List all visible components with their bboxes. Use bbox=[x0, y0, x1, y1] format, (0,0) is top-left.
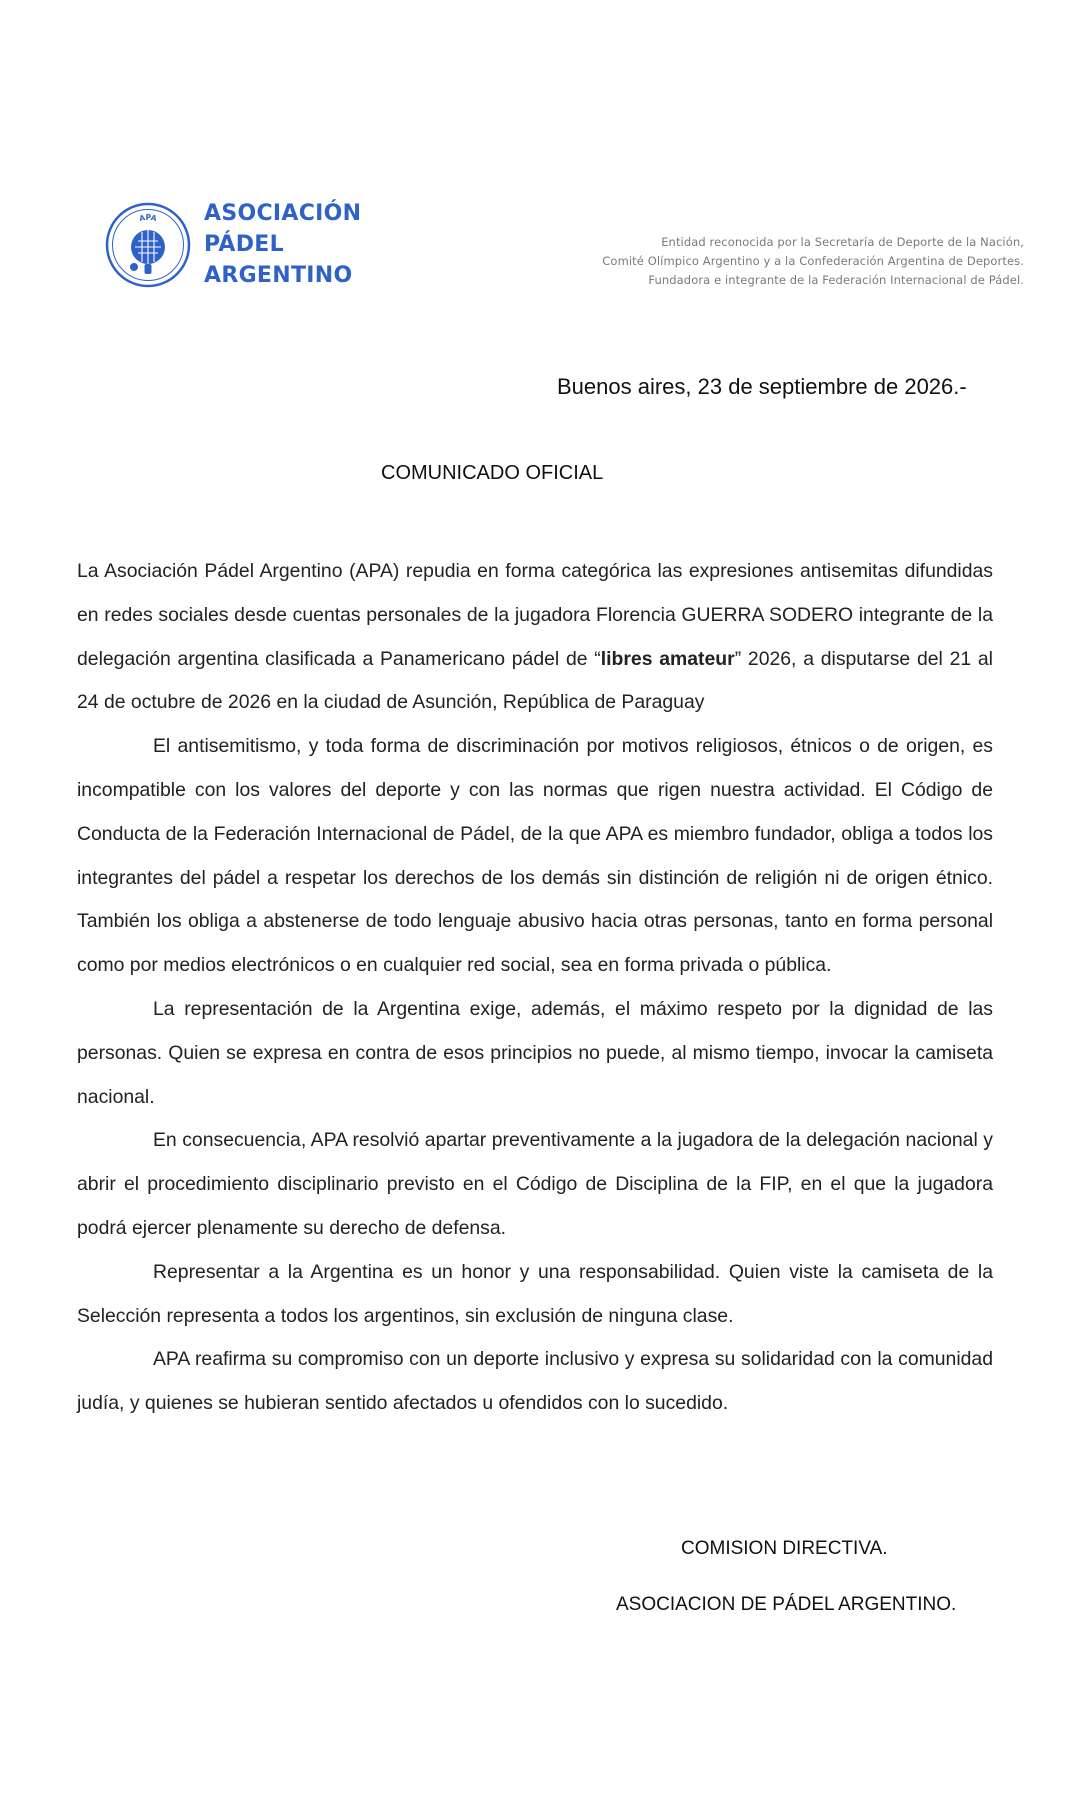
paragraph-1-text-b: ” 2026, a disputarse del 21 al 24 de octubre de 2026 en la ciudad de Asunción, República de Paraguay bbox=[77, 647, 993, 714]
paragraph-3: La representación de la Argentina exige, además, el máximo respeto por la dignidad de las personas. Quien se expresa en contra de esos principios no puede, al mismo tiempo, invocar la camiseta nacional. bbox=[77, 997, 993, 1108]
logo-line-padel: PÁDEL bbox=[204, 232, 284, 257]
communique-body bbox=[77, 550, 993, 1426]
signature-association: ASOCIACION DE PÁDEL ARGENTINO. bbox=[616, 1594, 957, 1615]
document-title: COMUNICADO OFICIAL bbox=[381, 462, 604, 484]
date-line: Buenos aires, 23 de septiembre de 2026.- bbox=[557, 374, 967, 399]
signature-board: COMISION DIRECTIVA. bbox=[681, 1538, 888, 1559]
logo-badge-text: APA bbox=[138, 212, 158, 223]
paragraph-2: El antisemitismo, y toda forma de discriminación por motivos religiosos, étnicos o de origen, es incompatible con los valores del deporte y con las normas que rigen nuestra actividad. El Código de Conducta de la Federación Internacional de Pádel, de la que APA es miembro fundador, obliga a todos los integrantes del pádel a respetar los derechos de los demás sin distinción de religión ni de origen étnico. También los obliga a abstenerse de todo lenguaje abusivo hacia otras personas, tanto en forma personal como por medios electrónicos o en cualquier red social, sea en forma privada o pública. bbox=[77, 735, 993, 977]
entity-recognition-note bbox=[602, 233, 1024, 290]
paragraph-4: En consecuencia, APA resolvió apartar preventivamente a la jugadora de la delegación nacional y abrir el procedimiento disciplinario previsto en el Código de Disciplina de la FIP, en el que la jugadora podrá ejercer plenamente su derecho de defensa. bbox=[77, 1129, 993, 1239]
entity-note-line-1: Entidad reconocida por la Secretaría de Deporte de la Nación, bbox=[661, 235, 1024, 249]
paragraph-1-text-a: La Asociación Pádel Argentino (APA) repudia en forma categórica las expresiones antisemitas difundidas en redes sociales desde cuentas personales de la jugadora Florencia GUERRA SODERO integrante de la delegación argentina clasificada a Panamericano pádel de “ bbox=[77, 560, 993, 670]
logo-line-asociacion: ASOCIACIÓN bbox=[204, 201, 362, 226]
logo-line-argentino: ARGENTINO bbox=[204, 263, 353, 288]
apa-logo bbox=[104, 198, 361, 291]
padel-racket-ball-icon bbox=[104, 201, 192, 289]
paragraph-6: APA reafirma su compromiso con un deporte inclusivo y expresa su solidaridad con la comunidad judía, y quienes se hubieran sentido afectados u ofendidos con lo sucedido. bbox=[77, 1348, 993, 1415]
paragraph-1 bbox=[77, 550, 993, 725]
paragraph-1-bold-category: libres amateur bbox=[600, 647, 735, 670]
entity-note-line-3: Fundadora e integrante de la Federación Internacional de Pádel. bbox=[648, 273, 1024, 287]
entity-note-line-2: Comité Olímpico Argentino y a la Confederación Argentina de Deportes. bbox=[602, 254, 1024, 268]
paragraph-5: Representar a la Argentina es un honor y una responsabilidad. Quien viste la camiseta de la Selección representa a todos los argentinos, sin exclusión de ninguna clase. bbox=[77, 1260, 993, 1327]
